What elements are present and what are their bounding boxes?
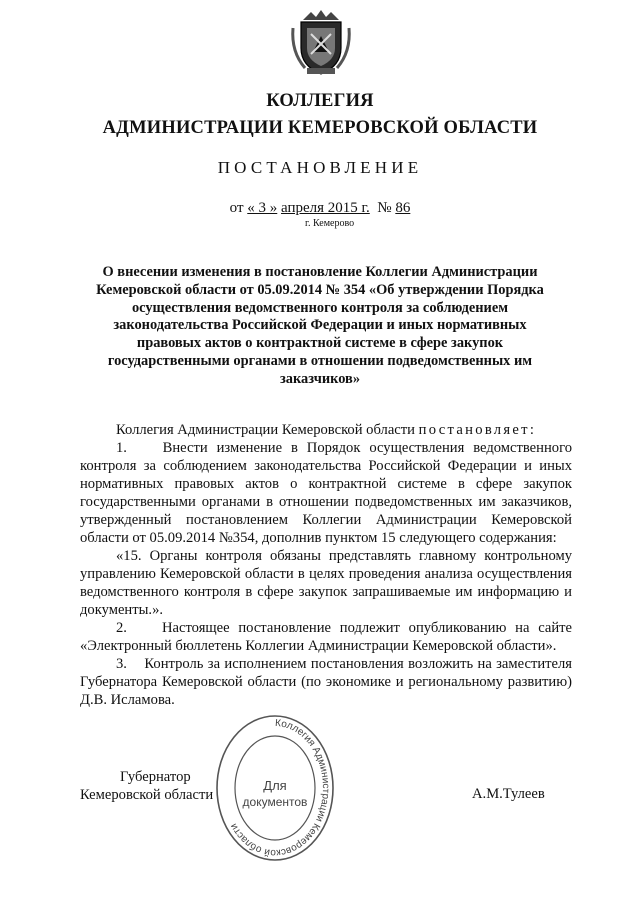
org-name-line2: АДМИНИСТРАЦИИ КЕМЕРОВСКОЙ ОБЛАСТИ	[102, 118, 538, 138]
org-name-line1: КОЛЛЕГИЯ	[266, 91, 374, 111]
number-label: №	[377, 200, 392, 216]
body-item-1: 1. Внести изменение в Порядок осуществления ведомственного контроля за соблюдением законодательства Российской Федерации и иных нормативных правовых актов о контрактной системе в сфере закупок государственными органами в отношении подведомственных им заказчиков, утвержденный постановлением Коллегии Администрации Кемеровской области от 05.09.2014 №354, дополнив пунктом 15 следующего содержания:	[80, 440, 572, 546]
date-month-year: апреля 2015 г.	[281, 200, 370, 216]
official-stamp	[213, 712, 337, 862]
body-item-2: 2. Настоящее постановление подлежит опубликованию на сайте «Электронный бюллетень Коллегии Администрации Кемеровской области».	[80, 620, 572, 654]
signer-title-line1: Губернатор	[120, 769, 191, 785]
document-subject: О внесении изменения в постановление Коллегии Администрации Кемеровской области от 05.09.2014 № 354 «Об утверждении Порядка осуществления ведомственного контроля за соблюдением законодательства Российской Федерации и иных нормативных правовых актов о контрактной системе в сфере закупок государственными органами в отношении подведомственных им заказчиков»	[96, 264, 544, 387]
signer-title	[80, 768, 213, 804]
body-item-3: 3. Контроль за исполнением постановления возложить на заместителя Губернатора Кемеровской области (по экономике и региональному развитию) Д.В. Исламова.	[80, 656, 572, 708]
signer-name: А.М.Тулеев	[472, 786, 545, 802]
date-prefix: от	[229, 200, 244, 216]
date-day: « 3 »	[247, 200, 278, 216]
document-body	[80, 421, 572, 709]
document-type: ПОСТАНОВЛЕНИЕ	[217, 158, 423, 177]
signer-title-line2: Кемеровской области	[80, 787, 214, 803]
body-intro-verb: постановляет:	[418, 422, 537, 438]
city: г. Кемерово	[305, 218, 355, 229]
body-intro: Коллегия Администрации Кемеровской области постановляет:	[116, 422, 537, 438]
stamp-ring-text: Коллегия Администрации Кемеровской области	[228, 717, 331, 859]
stamp-center-line1: Для	[263, 778, 287, 793]
document-number: 86	[395, 200, 411, 216]
date-line	[0, 200, 640, 217]
stamp-center-line2: документов	[242, 795, 308, 809]
body-quote: «15. Органы контроля обязаны представлять главному контрольному управлению Кемеровской области в целях проведения анализа осуществления ведомственного контроля в сфере закупок запрашиваемые им информацию и документы.».	[80, 548, 572, 618]
coat-of-arms-icon	[289, 8, 353, 78]
